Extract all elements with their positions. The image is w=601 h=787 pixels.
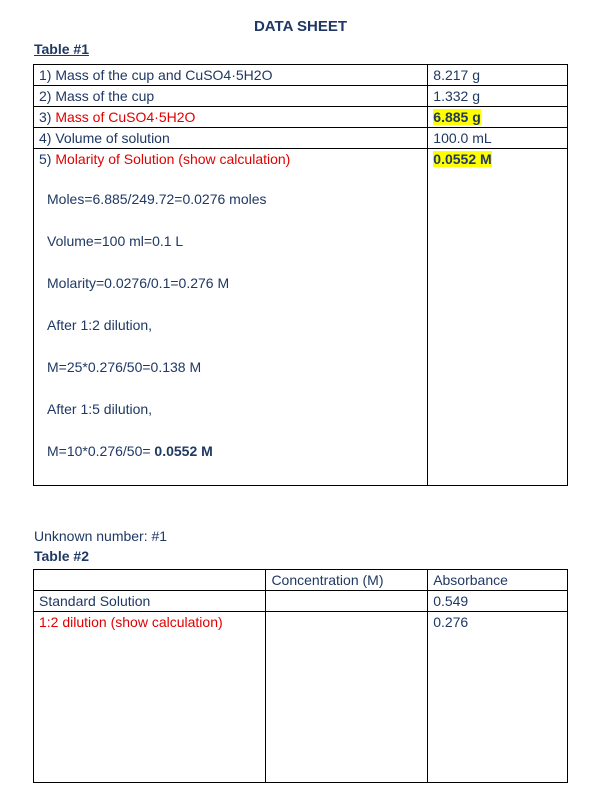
header-absorbance: Absorbance bbox=[428, 570, 568, 591]
dilution-label: 1:2 dilution (show calculation) bbox=[34, 612, 266, 783]
dilution-abs: 0.276 bbox=[428, 612, 568, 783]
standard-solution-conc bbox=[266, 591, 428, 612]
table2 bbox=[33, 569, 568, 783]
row4-label: 4) Volume of solution bbox=[34, 128, 428, 149]
row4-value: 100.0 mL bbox=[428, 128, 568, 149]
table1-label: Table #1 bbox=[34, 41, 89, 57]
calc-dilution2: M=10*0.276/50= 0.0552 M bbox=[47, 443, 213, 459]
header-blank bbox=[34, 570, 266, 591]
table-header-row bbox=[34, 570, 568, 591]
row2-label: 2) Mass of the cup bbox=[34, 86, 428, 107]
row5-value: 0.0552 M bbox=[428, 149, 568, 486]
row3-value: 6.885 g bbox=[428, 107, 568, 128]
table-row bbox=[34, 612, 568, 783]
standard-solution-abs: 0.549 bbox=[428, 591, 568, 612]
table-row bbox=[34, 128, 568, 149]
page-title: DATA SHEET bbox=[253, 18, 348, 35]
table-row bbox=[34, 86, 568, 107]
unknown-number: Unknown number: #1 bbox=[34, 528, 168, 544]
row5-label: 5) Molarity of Solution (show calculation) Moles=6.885/249.72=0.0276 moles Volume=100 ml=0.1 L Molarity=0.0276/0.1=0.276 M After 1:2 dilution, M=25*0.276/50=0.138 M After 1:5 dilution, M=10*0.276/50= 0.0552 M bbox=[34, 149, 428, 486]
calc-dilution1: M=25*0.276/50=0.138 M bbox=[47, 359, 202, 375]
table-row bbox=[34, 107, 568, 128]
row1-value: 8.217 g bbox=[428, 65, 568, 86]
table-row bbox=[34, 591, 568, 612]
calc-dilution1-label: After 1:2 dilution, bbox=[47, 317, 153, 333]
calc-moles: Moles=6.885/249.72=0.0276 moles bbox=[47, 191, 267, 207]
calc-molarity: Molarity=0.0276/0.1=0.276 M bbox=[47, 275, 230, 291]
calc-volume: Volume=100 ml=0.1 L bbox=[47, 233, 184, 249]
calc-dilution2-label: After 1:5 dilution, bbox=[47, 401, 153, 417]
row3-label: 3) Mass of CuSO4·5H2O bbox=[34, 107, 428, 128]
calculation-block bbox=[39, 169, 427, 461]
row1-label: 1) Mass of the cup and CuSO4·5H2O bbox=[34, 65, 428, 86]
row2-value: 1.332 g bbox=[428, 86, 568, 107]
table-row bbox=[34, 65, 568, 86]
dilution-conc bbox=[266, 612, 428, 783]
table2-label: Table #2 bbox=[34, 548, 89, 564]
table-row bbox=[34, 149, 568, 486]
table1 bbox=[33, 64, 568, 486]
header-concentration: Concentration (M) bbox=[266, 570, 428, 591]
standard-solution-label: Standard Solution bbox=[34, 591, 266, 612]
